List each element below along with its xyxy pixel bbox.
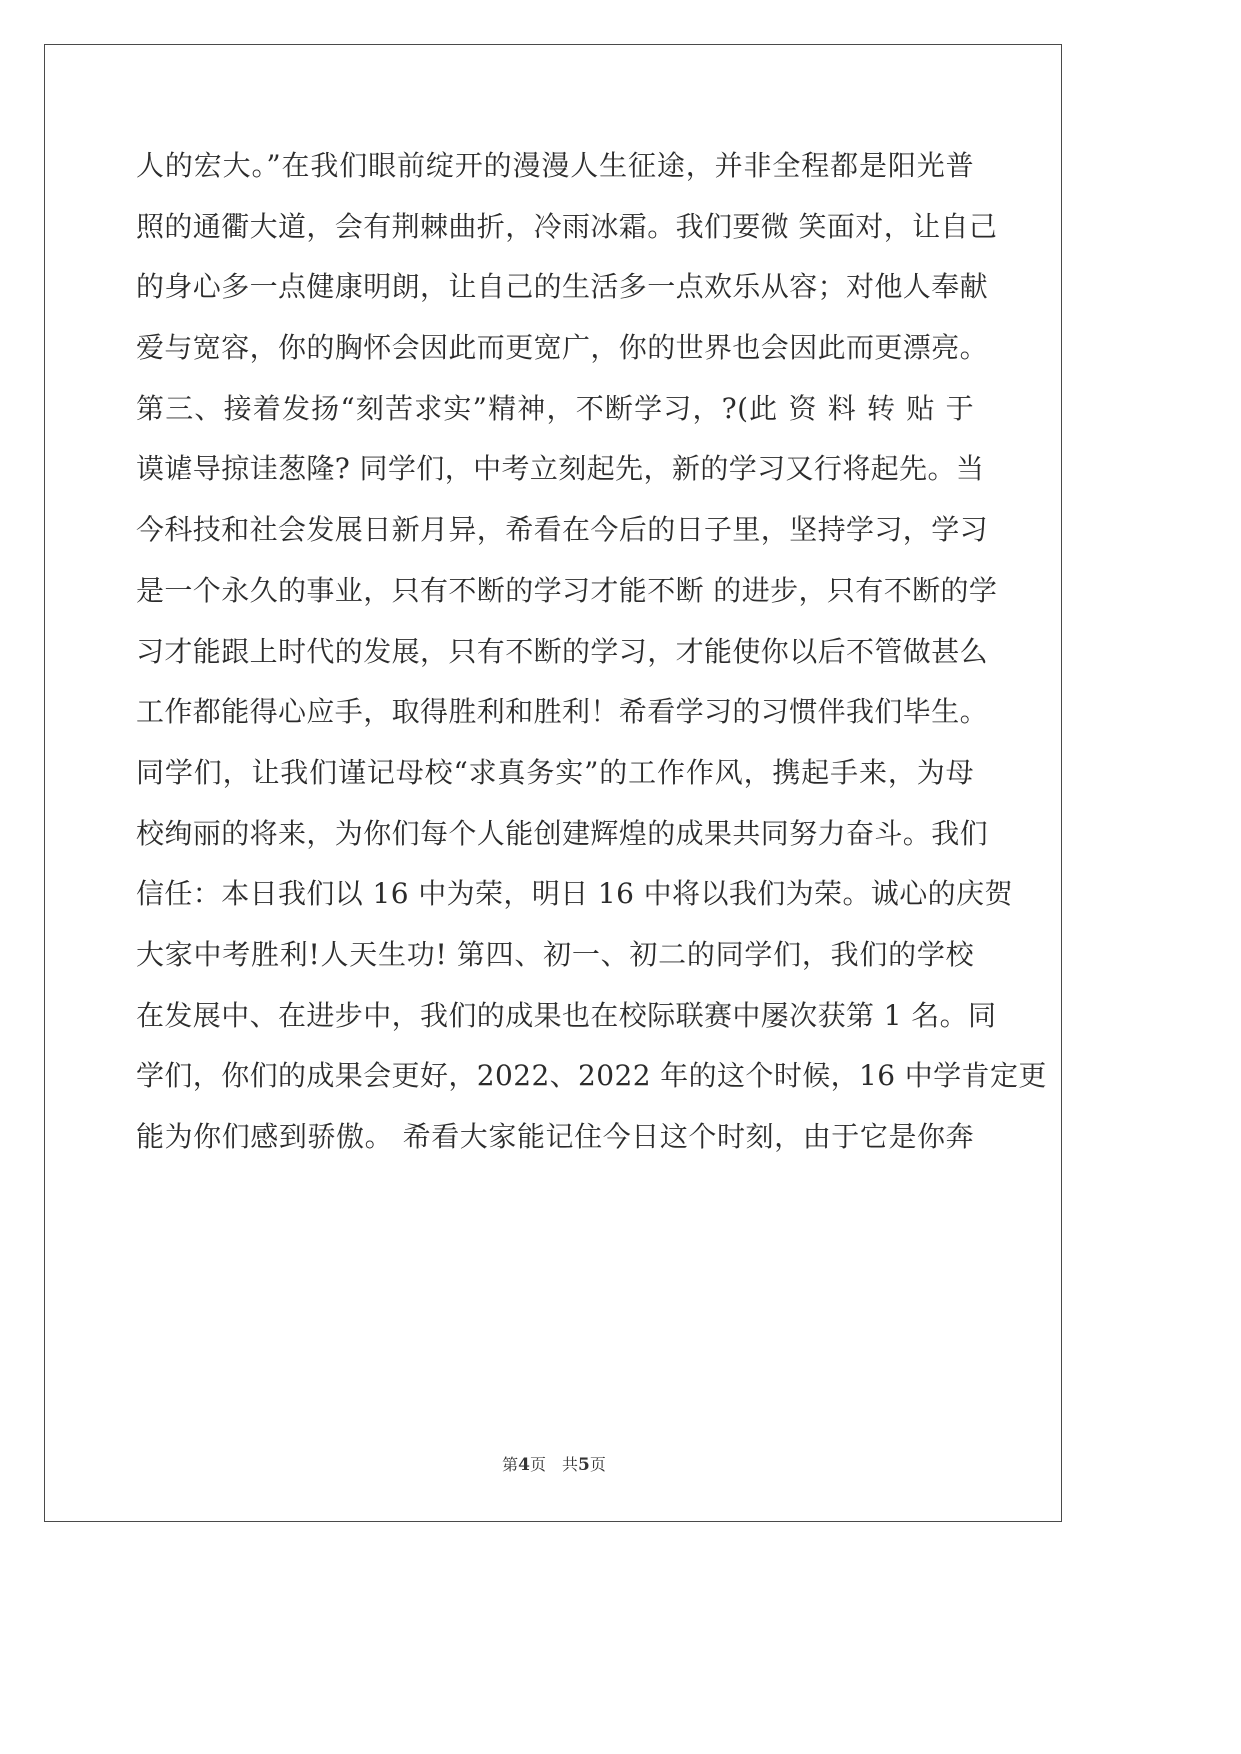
total-page-count: 5: [578, 1455, 590, 1475]
text-line: 校绚丽的将来，为你们每个人能创建辉煌的成果共同努力奋斗。我们: [136, 816, 989, 850]
page-unit: 页: [529, 1455, 546, 1474]
current-page-number: 4: [518, 1455, 530, 1475]
text-line: 大家中考胜利!人天生功! 第四、初一、初二的同学们，我们的学校: [136, 937, 974, 971]
text-line: 在发展中、在进步中，我们的成果也在校际联赛中屡次获第 1 名。同: [136, 998, 997, 1032]
text-line: 照的通衢大道，会有荆棘曲折，冷雨冰霜。我们要微 笑面对，让自己: [136, 209, 998, 243]
total-unit: 页: [589, 1455, 606, 1474]
page-footer: [0, 1454, 1108, 1476]
text-line: 是一个永久的事业，只有不断的学习才能不断 的进步，只有不断的学: [136, 573, 998, 607]
text-line: 信任：本日我们以 16 中为荣，明日 16 中将以我们为荣。诚心的庆贺: [136, 877, 1013, 911]
text-line: 习才能跟上时代的发展，只有不断的学习，才能使你以后不管做甚么: [136, 634, 989, 668]
text-line: 同学们，让我们谨记母校“求真务实”的工作作风，携起手来，为母: [136, 755, 974, 789]
text-line: 今科技和社会发展日新月异，希看在今后的日子里，坚持学习，学习: [136, 513, 989, 547]
text-line: 能为你们感到骄傲。 希看大家能记住今日这个时刻，由于它是你奔: [136, 1120, 974, 1153]
text-line: 人的宏大。”在我们眼前绽开的漫漫人生征途，并非全程都是阳光普: [136, 149, 974, 182]
text-line: 工作都能得心应手，取得胜利和胜利！希看学习的习惯伴我们毕生。: [136, 695, 989, 729]
body-text: [136, 140, 1047, 1172]
text-line: 学们，你们的成果会更好，2022、2022 年的这个时候，16 中学肯定更: [136, 1059, 1047, 1093]
text-line: 的身心多一点健康明朗，让自己的生活多一点欢乐从容；对他人奉献: [136, 270, 989, 304]
text-line: 第三、接着发扬“刻苦求实”精神，不断学习，?(此 资 料 转 贴 于: [136, 391, 974, 425]
text-line: 谟谑导掠诖葱隆? 同学们，中考立刻起先，新的学习又行将起先。当: [136, 452, 985, 486]
page-prefix: 第: [502, 1455, 519, 1474]
total-prefix: 共: [562, 1455, 579, 1474]
text-line: 爱与宽容，你的胸怀会因此而更宽广，你的世界也会因此而更漂亮。: [136, 331, 989, 365]
